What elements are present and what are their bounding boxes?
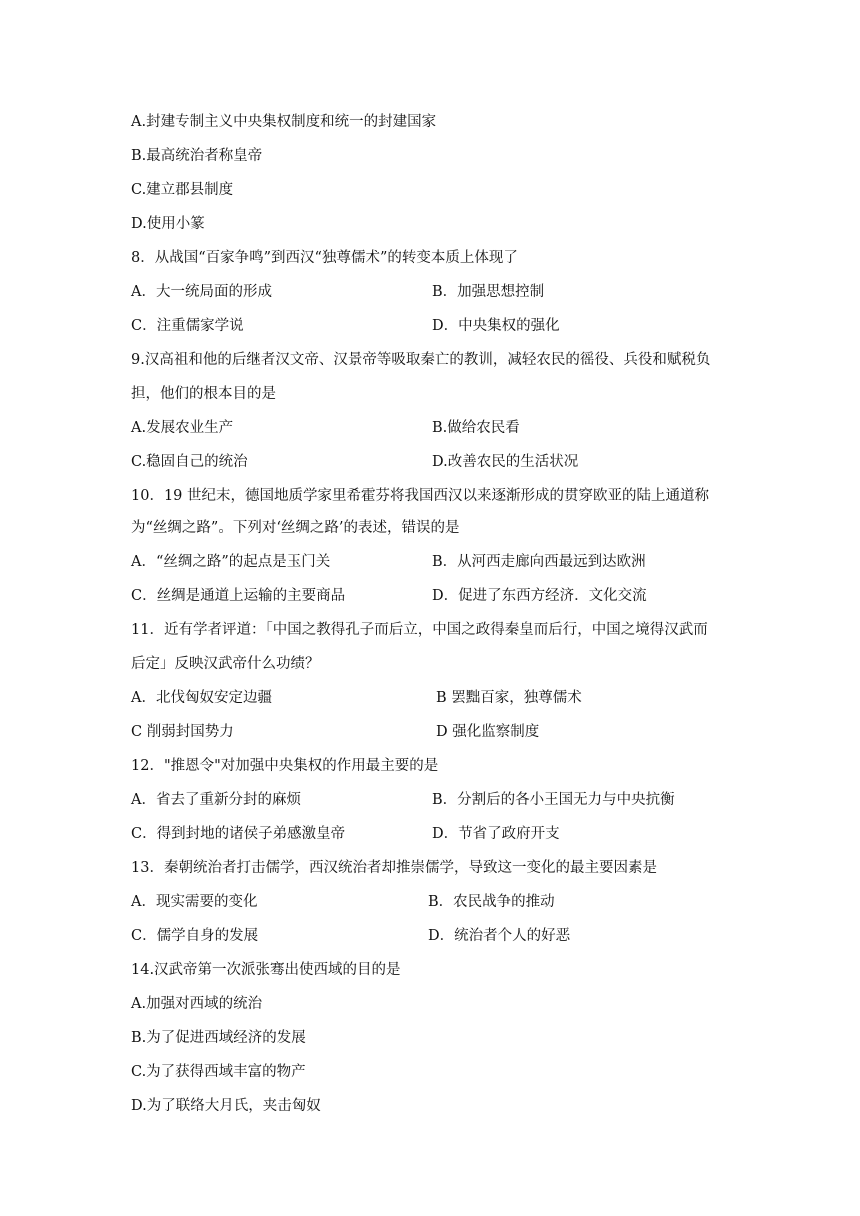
q12-option-c: C．得到封地的诸侯子弟感激皇帝 [131, 826, 346, 842]
q9-option-b: B.做给农民看 [432, 420, 520, 436]
q10-option-a: A．“丝绸之路”的起点是玉门关 [131, 554, 331, 570]
q12-options-row2 [131, 824, 560, 844]
q12-stem: 12．"推恩令"对加强中央集权的作用最主要的是 [131, 758, 439, 774]
q14-option-d: D.为了联络大月氏，夹击匈奴 [131, 1098, 321, 1114]
q13-option-d: D．统治者个人的好恶 [428, 928, 571, 944]
q11-options-row2 [131, 722, 540, 742]
q14-stem: 14.汉武帝第一次派张骞出使西域的目的是 [131, 962, 401, 978]
q8-option-d: D．中央集权的强化 [432, 318, 560, 334]
q9-option-d: D.改善农民的生活状况 [432, 454, 579, 470]
q7-option-a: A.封建专制主义中央集权制度和统一的封建国家 [131, 114, 437, 130]
q11-option-a: A．北伐匈奴安定边疆 [131, 690, 272, 706]
q12-option-d: D．节省了政府开支 [432, 826, 560, 842]
q10-option-b: B．从河西走廊向西最远到达欧洲 [432, 554, 646, 570]
q13-options-row1 [131, 892, 555, 912]
q13-option-b: B．农民战争的推动 [428, 894, 555, 910]
q10-stem-line2: 为“丝绸之路”。下列对‘丝绸之路’的表述，错误的是 [131, 520, 460, 536]
q7-option-d: D.使用小篆 [131, 216, 205, 232]
q11-stem-line1: 11．近有学者评道：「中国之教得孔子而后立，中国之政得秦皇而后行，中国之境得汉武而 [131, 622, 708, 638]
q9-option-a: A.发展农业生产 [131, 420, 234, 436]
q8-option-b: B．加强思想控制 [432, 284, 545, 300]
q11-option-c: C 削弱封国势力 [131, 724, 234, 740]
q9-stem-line2: 担，他们的根本目的是 [131, 386, 276, 402]
q14-option-c: C.为了获得西域丰富的物产 [131, 1064, 306, 1080]
q9-options-row1 [131, 418, 520, 438]
q10-options-row1 [131, 552, 646, 572]
q11-stem-line2: 后定」反映汉武帝什么功绩？ [131, 656, 320, 672]
q13-options-row2 [131, 926, 571, 946]
q9-options-row2 [131, 452, 579, 472]
q13-stem: 13．秦朝统治者打击儒学，西汉统治者却推崇儒学，导致这一变化的最主要因素是 [131, 860, 657, 876]
q8-option-a: A．大一统局面的形成 [131, 284, 272, 300]
q10-stem-line1: 10．19 世纪末，德国地质学家里希霍芬将我国西汉以来逐渐形成的贯穿欧亚的陆上通道称 [131, 488, 710, 504]
q12-options-row1 [131, 790, 675, 810]
q7-option-c: C.建立郡县制度 [131, 182, 234, 198]
q12-option-a: A．省去了重新分封的麻烦 [131, 792, 301, 808]
q11-option-b: B 罢黜百家，独尊儒术 [436, 690, 582, 706]
q9-option-c: C.稳固自己的统治 [131, 454, 248, 470]
q12-option-b: B．分割后的各小王国无力与中央抗衡 [432, 792, 675, 808]
q9-stem-line1: 9.汉高祖和他的后继者汉文帝、汉景帝等吸取秦亡的教训，减轻农民的徭役、兵役和赋税负 [131, 352, 711, 368]
q13-option-a: A．现实需要的变化 [131, 894, 258, 910]
q14-option-a: A.加强对西域的统治 [131, 996, 263, 1012]
q13-option-c: C．儒学自身的发展 [131, 928, 259, 944]
q7-option-b: B.最高统治者称皇帝 [131, 148, 263, 164]
q8-stem: 8．从战国“百家争鸣”到西汉“独尊儒术”的转变本质上体现了 [131, 250, 518, 266]
q10-option-d: D．促进了东西方经济．文化交流 [432, 588, 647, 604]
q11-option-d: D 强化监察制度 [436, 724, 540, 740]
q8-options-row2 [131, 316, 560, 336]
q8-option-c: C．注重儒家学说 [131, 318, 244, 334]
q11-options-row1 [131, 688, 582, 708]
q10-options-row2 [131, 586, 647, 606]
q8-options-row1 [131, 282, 545, 302]
q14-option-b: B.为了促进西域经济的发展 [131, 1030, 306, 1046]
q10-option-c: C．丝绸是通道上运输的主要商品 [131, 588, 346, 604]
